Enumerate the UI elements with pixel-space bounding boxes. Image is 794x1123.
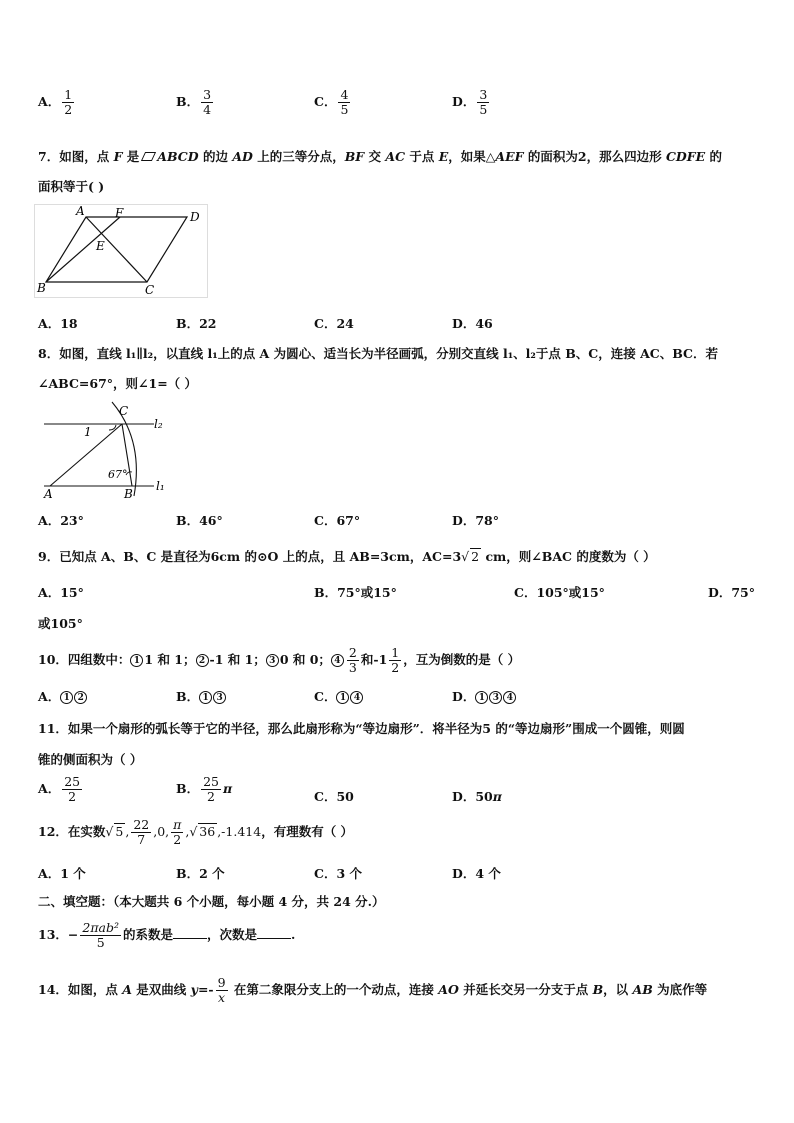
q8-label-c: C: [119, 404, 129, 418]
q12-option-c[interactable]: C．3 个: [314, 866, 362, 881]
q9-option-d[interactable]: D．75°: [708, 585, 755, 600]
q6-option-d[interactable]: D． $\frac{3}{5}$: [452, 87, 488, 117]
q6-d-fraction: $\frac{3}{5}$: [479, 87, 488, 117]
circled-one: 1: [130, 654, 143, 667]
q11-option-d[interactable]: D．50π: [452, 789, 502, 804]
q14-fraction: $\frac{9}{x}$: [217, 975, 226, 1005]
q6-b-fraction: $\frac{3}{4}$: [203, 87, 212, 117]
q6-a-fraction: $\frac{1}{2}$: [64, 87, 73, 117]
q7-label-f: F: [115, 206, 124, 220]
q13-stem: 13．− $\frac{\text{2πab²}}{5}$ 的系数是 ，次数是 .: [38, 920, 296, 950]
q8-option-c[interactable]: C．67°: [314, 513, 361, 528]
section-2-heading: 二、填空题：（本大题共 6 个小题，每小题 4 分，共 24 分.）: [38, 894, 385, 909]
q10-fraction-2: $\frac{1}{2}$: [391, 645, 400, 675]
q10-stem: 10．四组数中： 1 1 和 1； 2 -1 和 1； 3 0 和 0； 4 $\frac{2}{3}$ 和-1 $\frac{1}{2}$ ，互为倒数的是（ ）: [38, 645, 521, 675]
q9-option-d-wrap: 或105°: [38, 616, 83, 631]
q8-option-d[interactable]: D．78°: [452, 513, 499, 528]
q6-option-c[interactable]: C． $\frac{4}{5}$: [314, 87, 349, 117]
q7-label-a: A: [76, 204, 85, 218]
q11-option-b[interactable]: B． $\frac{25}{2}$ π: [176, 774, 233, 804]
q8-label-angle1: 1: [84, 425, 92, 439]
q12-stem: 12．在实数√ 5 , $\frac{22}{7}$ ,0, $\frac{\pi}{2}$ ,√ 36 ,-1.414，有理数有（ ）: [38, 817, 354, 847]
q9-stem: 9．已知点 A、B、C 是直径为6cm 的⊙O 上的点，且 AB=3cm，AC=3√ 2 cm，则∠BAC 的度数为（ ）: [38, 549, 656, 564]
q13-blank-2[interactable]: [257, 926, 291, 939]
q11-stem-line2: 锥的侧面积为（ ）: [38, 752, 143, 767]
q9-option-a[interactable]: A．15°: [38, 585, 84, 600]
q6-option-a[interactable]: A． $\frac{1}{2}$: [38, 87, 73, 117]
q13-fraction: $\frac{\text{2πab²}}{5}$: [82, 920, 120, 950]
q12-option-d[interactable]: D．4 个: [452, 866, 501, 881]
q10-fraction-1: $\frac{2}{3}$: [348, 645, 357, 675]
q7-label-e: E: [96, 239, 105, 253]
q6-option-b[interactable]: B． $\frac{3}{4}$: [176, 87, 212, 117]
q12-option-b[interactable]: B．2 个: [176, 866, 225, 881]
q14-stem: 14．如图，点 A 是双曲线 y=- $\frac{9}{x}$ 在第二象限分支上的一个动点，连接 AO 并延长交另一分支于点 B，以 AB 为底作等: [38, 975, 708, 1005]
q12-option-a[interactable]: A．1 个: [38, 866, 86, 881]
q8-label-b: B: [124, 487, 133, 500]
circled-three: 3: [266, 654, 279, 667]
q7-label-d: D: [190, 210, 200, 224]
q11-stem-line1: 11．如果一个扇形的弧长等于它的半径，那么此扇形称为“等边扇形”．将半径为5 的“等边扇形”围成一个圆锥，则圆: [38, 721, 685, 736]
q10-option-c[interactable]: C． 1 4: [314, 687, 364, 705]
q7-stem-line2: 面积等于( ): [38, 179, 105, 194]
q13-blank-1[interactable]: [173, 926, 207, 939]
q11-b-fraction: $\frac{25}{2}$: [203, 774, 219, 804]
q8-stem-line1: 8．如图，直线 l₁∥l₂，以直线 l₁上的点 A 为圆心、适当长为半径画弧，分别交直线 l₁、l₂于点 B、C，连接 AC、BC．若: [38, 346, 719, 361]
circled-two: 2: [196, 654, 209, 667]
q7-option-c[interactable]: C．24: [314, 316, 354, 331]
q12-fraction: $\frac{22}{7}$: [133, 817, 150, 847]
q8-label-67: 67°: [108, 468, 128, 481]
q8-option-b[interactable]: B．46°: [176, 513, 223, 528]
q10-option-a[interactable]: A． 1 2: [38, 687, 88, 705]
q11-option-c[interactable]: C．50: [314, 789, 354, 804]
q9-sqrt: 2: [471, 549, 480, 564]
q7-figure-parallelogram: [34, 204, 208, 298]
q10-option-b[interactable]: B． 1 3: [176, 687, 227, 705]
q7-stem-line1: 7．如图，点 F 是 ABCD 的边 AD 上的三等分点，BF 交 AC 于点 E，如果△AEF 的面积为2，那么四边形 CDFE 的: [38, 149, 722, 164]
q8-stem-line2: ∠ABC=67°，则∠1=（ ）: [38, 376, 198, 391]
q7-label-c: C: [145, 283, 155, 297]
q8-option-a[interactable]: A．23°: [38, 513, 84, 528]
q6-c-fraction: $\frac{4}{5}$: [340, 87, 349, 117]
q9-option-b[interactable]: B．75°或15°: [314, 585, 397, 600]
q7-option-b[interactable]: B．22: [176, 316, 217, 331]
q8-label-l1: l₁: [156, 479, 165, 493]
q11-option-a[interactable]: A． $\frac{25}{2}$: [38, 774, 81, 804]
q8-label-l2: l₂: [154, 417, 163, 431]
q12-pi-fraction: $\frac{\pi}{2}$: [173, 817, 182, 847]
q11-a-fraction: $\frac{25}{2}$: [64, 774, 81, 804]
q7-label-b: B: [37, 281, 46, 295]
q8-label-a: A: [44, 487, 53, 500]
parallelogram-icon: [141, 152, 156, 161]
q10-option-d[interactable]: D． 1 3 4: [452, 687, 517, 705]
q7-option-a[interactable]: A．18: [38, 316, 78, 331]
circled-four: 4: [331, 654, 344, 667]
q9-option-c[interactable]: C．105°或15°: [514, 585, 605, 600]
q8-figure: [36, 400, 176, 500]
q7-option-d[interactable]: D．46: [452, 316, 493, 331]
